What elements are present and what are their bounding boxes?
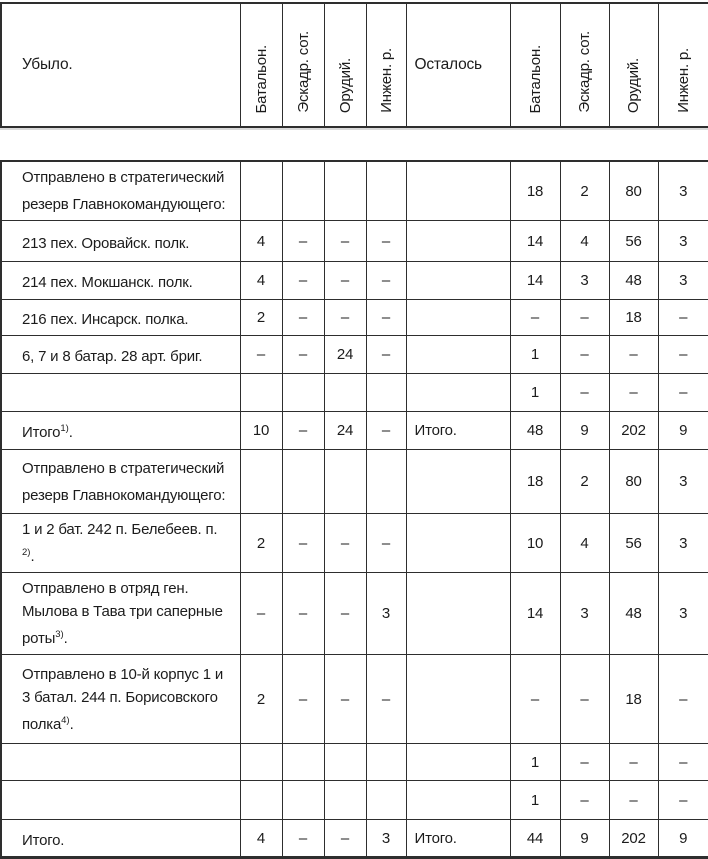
cell-mid-label — [406, 514, 510, 573]
cell-ubylo-orudiy — [324, 161, 366, 221]
cell-mid-label — [406, 450, 510, 514]
col-header-inzhen-right — [658, 3, 708, 127]
table-row — [1, 300, 708, 336]
cell-mid-label: Итого. — [406, 820, 510, 858]
cell-ubylo-eskadr: – — [282, 820, 324, 858]
table-row — [1, 655, 708, 744]
col-header-ubylo: Убыло. — [1, 3, 240, 127]
cell-ostalos-inzhen: 3 — [658, 450, 708, 514]
cell-mid-label — [406, 374, 510, 412]
cell-ostalos-batalion: 1 — [510, 374, 560, 412]
cell-ubylo-batalion — [240, 781, 282, 820]
cell-ostalos-batalion: 18 — [510, 450, 560, 514]
cell-ostalos-batalion: 48 — [510, 412, 560, 450]
rotated-label: Батальон. — [252, 44, 270, 113]
cell-ostalos-inzhen: 3 — [658, 221, 708, 262]
cell-ubylo-eskadr — [282, 781, 324, 820]
cell-ostalos-orudiy: – — [609, 781, 658, 820]
cell-ostalos-orudiy: – — [609, 374, 658, 412]
footnote-marker: 1) — [60, 423, 69, 434]
cell-ubylo-inzhen: – — [366, 262, 406, 300]
col-header-batalion-right — [510, 3, 560, 127]
table-row — [1, 262, 708, 300]
row-label — [1, 573, 240, 655]
cell-ubylo-orudiy — [324, 781, 366, 820]
row-label — [1, 262, 240, 300]
cell-ubylo-eskadr — [282, 744, 324, 781]
cell-ubylo-batalion: 4 — [240, 262, 282, 300]
rotated-label: Инжен. р. — [377, 48, 395, 113]
cell-ostalos-eskadr: 4 — [560, 221, 609, 262]
page-scan-divider — [0, 128, 708, 130]
cell-ubylo-eskadr: – — [282, 514, 324, 573]
row-label — [1, 336, 240, 374]
col-header-eskadr-left — [282, 3, 324, 127]
cell-ubylo-orudiy: – — [324, 221, 366, 262]
row-label-suffix: . — [68, 424, 73, 441]
cell-ubylo-batalion — [240, 161, 282, 221]
cell-ostalos-orudiy: 18 — [609, 655, 658, 744]
cell-ubylo-batalion — [240, 744, 282, 781]
cell-ubylo-orudiy — [324, 374, 366, 412]
table-row-itogo — [1, 820, 708, 858]
rotated-label: Эскадр. сот. — [576, 31, 593, 113]
cell-ostalos-batalion: 14 — [510, 221, 560, 262]
cell-ubylo-orudiy: – — [324, 514, 366, 573]
cell-ubylo-eskadr — [282, 161, 324, 221]
col-header-orudiy-right — [609, 3, 658, 127]
row-label — [1, 744, 240, 781]
cell-ostalos-batalion: – — [510, 300, 560, 336]
row-label-suffix: . — [69, 715, 74, 733]
cell-mid-label — [406, 573, 510, 655]
cell-ubylo-batalion: 10 — [240, 412, 282, 450]
cell-ostalos-orudiy: 80 — [609, 450, 658, 514]
footnote-marker: 4) — [61, 714, 70, 726]
cell-ubylo-inzhen — [366, 450, 406, 514]
rotated-label: Батальон. — [526, 44, 544, 113]
cell-ubylo-batalion: 4 — [240, 820, 282, 858]
row-label-text: Отправлено в 10-й корпус 1 и 3 батал. 244 п. Борисовского полка — [22, 665, 224, 733]
cell-ubylo-batalion: 2 — [240, 514, 282, 573]
footnote-marker: 3) — [55, 629, 64, 640]
cell-ostalos-eskadr: 2 — [560, 161, 609, 221]
row-label — [1, 221, 240, 262]
cell-ubylo-batalion — [240, 450, 282, 514]
cell-ostalos-batalion: 1 — [510, 781, 560, 820]
cell-ostalos-orudiy: 56 — [609, 221, 658, 262]
cell-ostalos-inzhen: 3 — [658, 514, 708, 573]
data-table — [0, 160, 708, 859]
cell-ubylo-eskadr — [282, 450, 324, 514]
cell-ubylo-eskadr: – — [282, 221, 324, 262]
cell-ostalos-eskadr: 3 — [560, 262, 609, 300]
cell-ubylo-orudiy: – — [324, 573, 366, 655]
cell-ubylo-batalion: 4 — [240, 221, 282, 262]
cell-ostalos-inzhen: – — [658, 300, 708, 336]
cell-ostalos-inzhen: – — [658, 336, 708, 374]
cell-ostalos-batalion: 14 — [510, 573, 560, 655]
cell-ubylo-eskadr — [282, 374, 324, 412]
table-row — [1, 374, 708, 412]
row-label-text: Отправлено в стратегический резерв Главнокомандующего: — [22, 169, 226, 213]
cell-ubylo-inzhen: – — [366, 221, 406, 262]
row-label-text: Итого — [22, 424, 61, 441]
table-row — [1, 573, 708, 655]
cell-ostalos-orudiy: – — [609, 744, 658, 781]
cell-ubylo-batalion — [240, 374, 282, 412]
table-row — [1, 744, 708, 781]
cell-ostalos-orudiy: 202 — [609, 820, 658, 858]
cell-ubylo-orudiy — [324, 744, 366, 781]
cell-ostalos-inzhen: – — [658, 655, 708, 744]
header-table — [0, 2, 708, 128]
col-header-inzhen-left — [366, 3, 406, 127]
cell-ubylo-inzhen — [366, 374, 406, 412]
cell-ubylo-orudiy: 24 — [324, 336, 366, 374]
row-label — [1, 820, 240, 858]
row-label — [1, 514, 240, 573]
cell-ubylo-eskadr: – — [282, 573, 324, 655]
cell-ostalos-orudiy: 48 — [609, 573, 658, 655]
col-header-eskadr-right — [560, 3, 609, 127]
cell-ostalos-eskadr: 2 — [560, 450, 609, 514]
cell-ostalos-batalion: 1 — [510, 336, 560, 374]
row-label — [1, 161, 240, 221]
cell-mid-label — [406, 336, 510, 374]
cell-ostalos-orudiy: 80 — [609, 161, 658, 221]
cell-ostalos-eskadr: – — [560, 744, 609, 781]
cell-ubylo-orudiy: – — [324, 300, 366, 336]
table-row — [1, 161, 708, 221]
cell-ostalos-eskadr: – — [560, 336, 609, 374]
row-label — [1, 374, 240, 412]
rotated-label: Орудий. — [625, 57, 642, 113]
cell-ubylo-inzhen — [366, 161, 406, 221]
cell-ostalos-inzhen: 3 — [658, 161, 708, 221]
cell-ostalos-orudiy: 48 — [609, 262, 658, 300]
rotated-label: Орудий. — [336, 57, 354, 113]
cell-mid-label — [406, 744, 510, 781]
cell-ostalos-eskadr: – — [560, 300, 609, 336]
rotated-label: Эскадр. сот. — [294, 31, 312, 113]
row-label-text: 216 пех. Инсарск. полка. — [22, 311, 189, 328]
col-header-orudiy-left — [324, 3, 366, 127]
rotated-label: Инжен. р. — [674, 48, 692, 113]
cell-ubylo-inzhen: – — [366, 336, 406, 374]
cell-ostalos-inzhen: – — [658, 744, 708, 781]
cell-ubylo-batalion: – — [240, 573, 282, 655]
table-row-itogo — [1, 412, 708, 450]
row-label — [1, 412, 240, 450]
cell-mid-label — [406, 221, 510, 262]
table-row — [1, 336, 708, 374]
cell-ostalos-inzhen: 3 — [658, 262, 708, 300]
cell-ostalos-batalion: 1 — [510, 744, 560, 781]
cell-ubylo-batalion: 2 — [240, 300, 282, 336]
cell-ostalos-inzhen: – — [658, 781, 708, 820]
cell-ubylo-orudiy: – — [324, 655, 366, 744]
cell-ubylo-orudiy: – — [324, 262, 366, 300]
cell-ostalos-eskadr: 3 — [560, 573, 609, 655]
cell-ubylo-eskadr: – — [282, 262, 324, 300]
cell-ostalos-eskadr: 4 — [560, 514, 609, 573]
col-header-batalion-left — [240, 3, 282, 127]
cell-ubylo-eskadr: – — [282, 655, 324, 744]
cell-ostalos-eskadr: – — [560, 655, 609, 744]
table-row — [1, 450, 708, 514]
cell-ostalos-inzhen: – — [658, 374, 708, 412]
cell-ubylo-eskadr: – — [282, 336, 324, 374]
row-label-text: Отправлено в стратегический резерв Главнокомандующего: — [22, 459, 226, 504]
cell-ostalos-eskadr: 9 — [560, 412, 609, 450]
cell-ostalos-inzhen: 3 — [658, 573, 708, 655]
row-label-text: Итого. — [22, 831, 65, 849]
cell-ostalos-batalion: – — [510, 655, 560, 744]
cell-ostalos-inzhen: 9 — [658, 820, 708, 858]
cell-ostalos-orudiy: 56 — [609, 514, 658, 573]
row-label-suffix: . — [30, 548, 35, 565]
row-label — [1, 450, 240, 514]
cell-ostalos-batalion: 44 — [510, 820, 560, 858]
cell-ubylo-orudiy — [324, 450, 366, 514]
cell-ubylo-inzhen: – — [366, 412, 406, 450]
row-label-text: 1 и 2 бат. 242 п. Белебеев. п. — [22, 521, 218, 538]
row-label — [1, 655, 240, 744]
col-header-ostalos: Осталось — [406, 3, 510, 127]
cell-ubylo-batalion: – — [240, 336, 282, 374]
cell-mid-label: Итого. — [406, 412, 510, 450]
cell-mid-label — [406, 655, 510, 744]
cell-mid-label — [406, 300, 510, 336]
cell-ubylo-inzhen: 3 — [366, 820, 406, 858]
header-row — [1, 3, 708, 127]
cell-ostalos-orudiy: 202 — [609, 412, 658, 450]
table-row — [1, 221, 708, 262]
cell-mid-label — [406, 161, 510, 221]
cell-ostalos-eskadr: – — [560, 374, 609, 412]
cell-ubylo-eskadr: – — [282, 412, 324, 450]
cell-ubylo-inzhen: – — [366, 300, 406, 336]
cell-ubylo-orudiy: 24 — [324, 412, 366, 450]
row-label-text: 6, 7 и 8 батар. 28 арт. бриг. — [22, 348, 203, 365]
cell-ubylo-inzhen — [366, 744, 406, 781]
cell-ubylo-batalion: 2 — [240, 655, 282, 744]
cell-ostalos-batalion: 18 — [510, 161, 560, 221]
cell-ubylo-eskadr: – — [282, 300, 324, 336]
cell-ubylo-inzhen: 3 — [366, 573, 406, 655]
cell-ostalos-inzhen: 9 — [658, 412, 708, 450]
row-label — [1, 781, 240, 820]
row-label-text: 214 пех. Мокшанск. полк. — [22, 274, 193, 291]
cell-ubylo-orudiy: – — [324, 820, 366, 858]
cell-ubylo-inzhen: – — [366, 655, 406, 744]
row-label-text: Отправлено в отряд ген. Мылова в Тава три саперные роты — [22, 580, 223, 647]
cell-ostalos-batalion: 10 — [510, 514, 560, 573]
row-label-suffix: . — [63, 630, 68, 647]
cell-ostalos-orudiy: 18 — [609, 300, 658, 336]
cell-ubylo-inzhen: – — [366, 514, 406, 573]
row-label-text: 213 пех. Оровайск. полк. — [22, 234, 190, 252]
footnote-marker: 2) — [22, 547, 31, 558]
cell-ostalos-eskadr: – — [560, 781, 609, 820]
row-label — [1, 300, 240, 336]
cell-ubylo-inzhen — [366, 781, 406, 820]
table-row — [1, 781, 708, 820]
cell-mid-label — [406, 262, 510, 300]
table-row — [1, 514, 708, 573]
cell-ostalos-batalion: 14 — [510, 262, 560, 300]
cell-ostalos-eskadr: 9 — [560, 820, 609, 858]
cell-mid-label — [406, 781, 510, 820]
cell-ostalos-orudiy: – — [609, 336, 658, 374]
